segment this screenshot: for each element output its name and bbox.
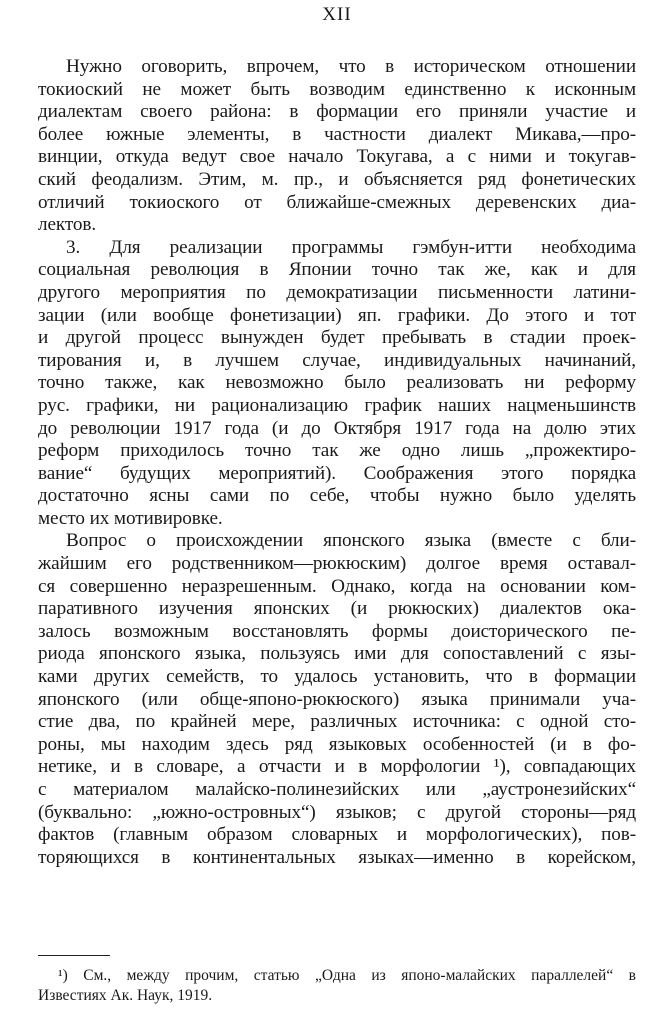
text-line: залось возможным восстановлять формы доисторического пе-: [38, 620, 636, 642]
text-line: точно также, как невозможно было реализовать ни реформу: [38, 372, 636, 394]
footnote-line: ¹) См., между прочим, статью „Одна из японо-малайских параллелей“ в: [58, 967, 636, 984]
footnote: [38, 966, 636, 1006]
text-line: и другой процесс вынужден будет пребывать в стадии проек-: [38, 327, 636, 349]
text-line: торяющихся в континентальных языках—именно в корейском,: [38, 846, 636, 868]
text-line: рус. графики, ни рационализацию график наших нацменьшинств: [38, 394, 636, 416]
text-line: фактов (главным образом словарных и морфологических), пов-: [38, 824, 636, 846]
body-text: [38, 56, 636, 869]
text-line: до революции 1917 года (и до Октября 1917 года на долю этих: [38, 417, 636, 439]
text-line: другого мероприятия по демократизации письменности латини-: [38, 281, 636, 303]
text-line: (буквально: „южно-островных“) языков; с другой стороны—ряд: [38, 801, 636, 823]
text-line: роны, мы находим здесь ряд языковых особенностей (и в фо-: [38, 733, 636, 755]
text-line: жайшим его родственником—рюкюским) долгое время оставал-: [38, 553, 636, 575]
text-line: место их мотивировке.: [38, 507, 223, 529]
text-line: винции, откуда ведут свое начало Токугава, а с ними и токугав-: [38, 146, 636, 168]
text-line: более южные элементы, в частности диалект Микава,—про-: [38, 123, 636, 145]
text-line: зации (или вообще фонетизации) яп. графики. До этого и тот: [38, 304, 636, 326]
text-line: нетике, и в словаре, а отчасти и в морфологии ¹), совпадающих: [38, 756, 636, 778]
text-line: достаточно ясны сами по себе, чтобы нужно было уделять: [38, 485, 636, 507]
text-line: стие два, по крайней мере, различных источника: с одной сто-: [38, 711, 636, 733]
text-line: риода японского языка, пользуясь ими для сопоставлений с язы-: [38, 643, 636, 665]
text-line: ками других семейств, то удалось установить, что в формации: [38, 666, 636, 688]
text-line: ский феодализм. Этим, м. пр., и объясняется ряд фонетических: [38, 168, 636, 190]
book-page: [38, 0, 636, 1020]
footnote-line: Известиях Ак. Наук, 1919.: [38, 987, 213, 1004]
text-line: ся совершенно неразрешенным. Однако, когда на основании ком-: [38, 575, 636, 597]
paragraph-2: [38, 237, 636, 531]
text-line: диалектам своего района: в формации его приняли участие и: [38, 101, 636, 123]
paragraph-1: [38, 56, 636, 237]
text-line: паративного изучения японских (и рюкюских) диалектов ока-: [38, 598, 636, 620]
text-line: социальная революция в Японии точно так же, как и для: [38, 259, 636, 281]
text-line: вание“ будущих мероприятий). Соображения этого порядка: [38, 462, 636, 484]
page-number: XII: [322, 4, 352, 25]
text-line: с материалом малайско-полинезийских или „аустронезийских“: [38, 779, 636, 800]
text-line: реформ приходилось точно так же одно лишь „прожектиро-: [38, 440, 636, 462]
text-line: Вопрос о происхождении японского языка (вместе с бли-: [66, 530, 636, 552]
text-line: 3. Для реализации программы гэмбун-итти необходима: [66, 236, 636, 258]
text-line: токиоский не может быть возводим единственно к исконным: [38, 78, 636, 100]
footnote-divider: [38, 955, 110, 956]
text-line: отличий токиоского от ближайше-смежных деревенских диа-: [38, 191, 636, 213]
text-line: Нужно оговорить, впрочем, что в историческом отношении: [66, 56, 636, 77]
text-line: лектов.: [38, 214, 97, 236]
paragraph-3: [38, 530, 636, 869]
text-line: тирования и, в лучшем случае, индивидуальных начинаний,: [38, 349, 636, 371]
text-line: японского (или обще-японо-рюкюского) языка принимали уча-: [38, 688, 636, 710]
